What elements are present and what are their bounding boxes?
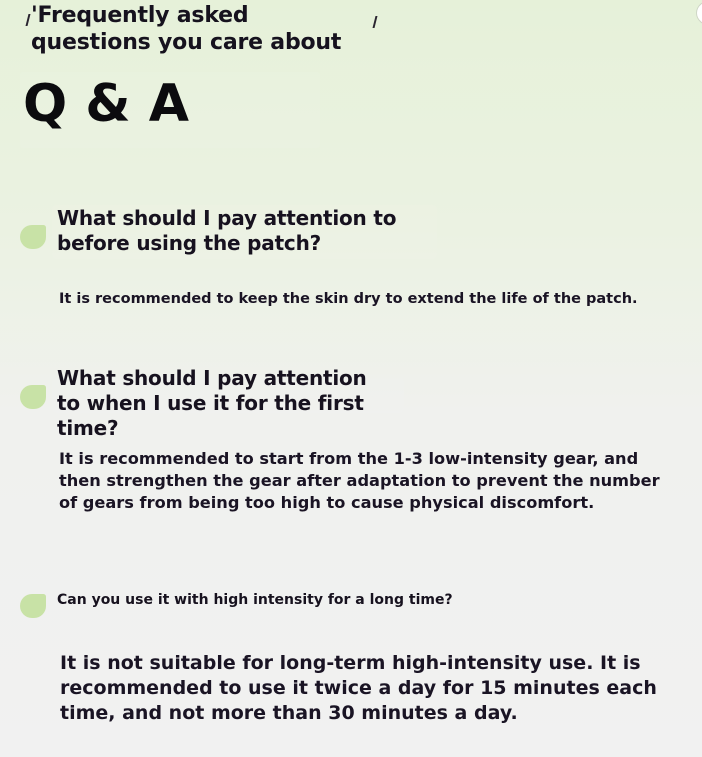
qa-heading: Q & A [23, 74, 190, 134]
faq-answer-2: It is recommended to start from the 1-3 low-intensity gear, and then strengthen the gear after adaptation to prevent the number of gears from being too high to cause physical discomfort. [59, 449, 660, 512]
faq-header-title: 'Frequently asked questions you care about [31, 3, 342, 55]
leaf-bullet-icon [20, 385, 46, 409]
faq-question-2: What should I pay attention to when I use it for the first time? [57, 366, 367, 440]
corner-circle-decoration [696, 0, 702, 26]
faq-answer-3: It is not suitable for long-term high-intensity use. It is recommended to use it twice a day for 15 minutes each time, and not more than 30 minutes a day. [60, 652, 657, 724]
faq-question-3: Can you use it with high intensity for a long time? [57, 592, 453, 608]
tick-mark-left [26, 14, 31, 26]
tick-mark-right [373, 16, 378, 28]
faq-answer-1: It is recommended to keep the skin dry to extend the life of the patch. [59, 291, 638, 307]
leaf-bullet-icon [20, 225, 46, 249]
leaf-bullet-icon [20, 594, 46, 618]
faq-question-1: What should I pay attention to before using the patch? [57, 206, 397, 255]
